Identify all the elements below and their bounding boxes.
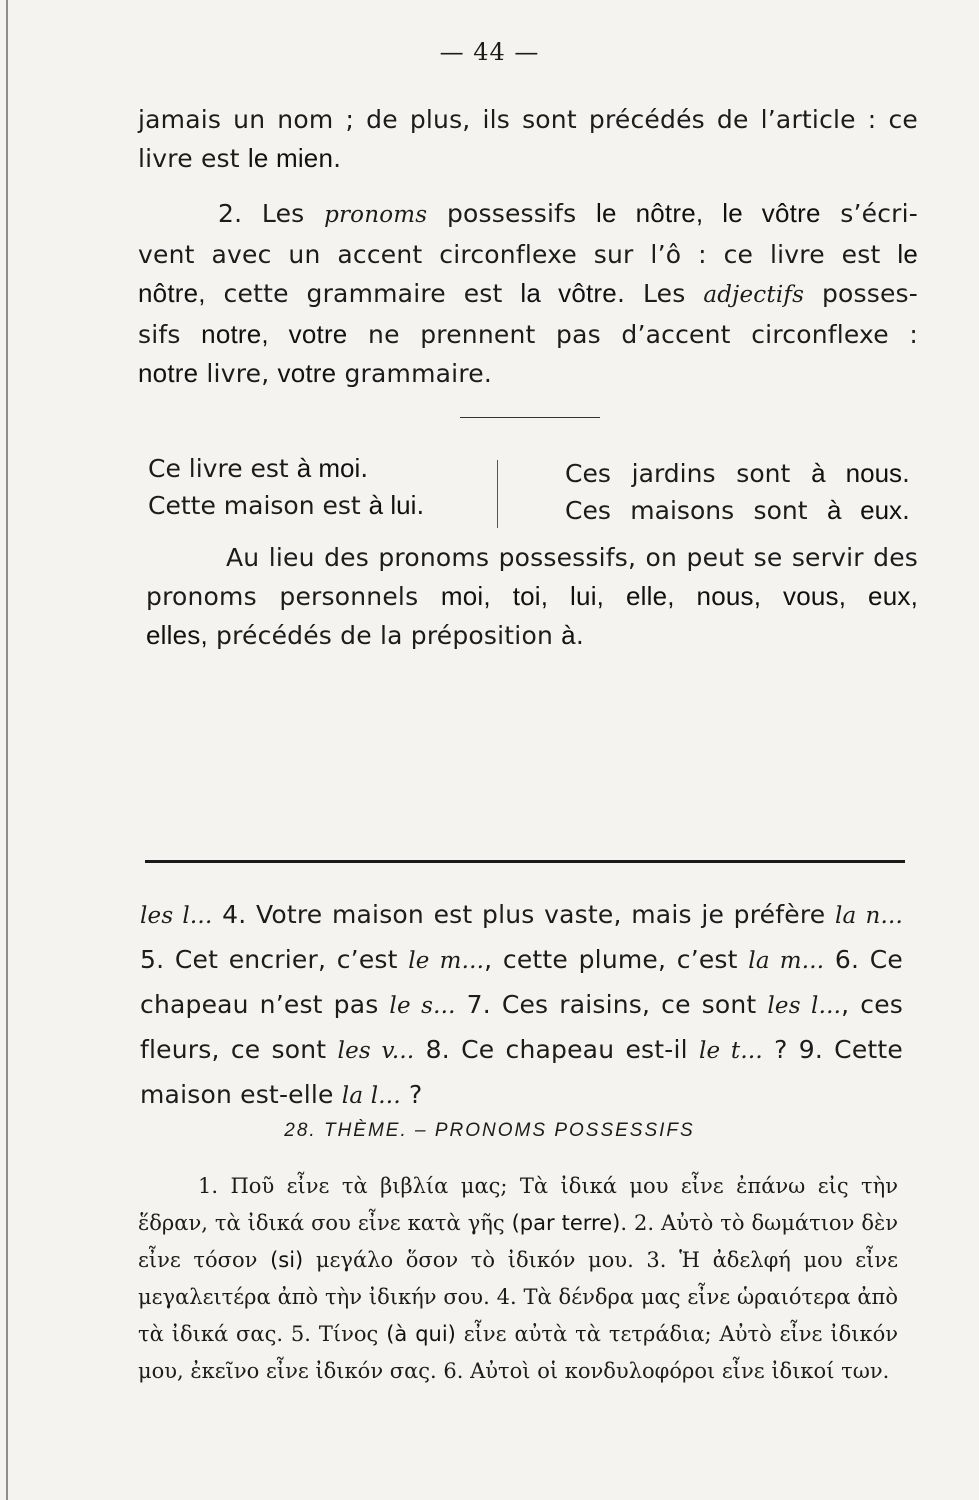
example-line: Ces maisons sont à eux.: [565, 495, 910, 525]
example-column-left: [148, 450, 424, 524]
text-line: nôtre, cette grammaire est la vôtre. Les adjectifs posses-: [138, 278, 918, 308]
text-line: chapeau n’est pas le s... 7. Ces raisins, ce sont les l..., ces: [140, 990, 903, 1019]
text-line: 5. Cet encrier, c’est le m..., cette plume, c’est la m... 6. Ce: [140, 945, 903, 974]
greek-paragraph: 1. Ποῦ εἶνε τὰ βιβλία μας; Τὰ ἰδικά μου εἶνε ἐπάνω εἰς τὴν ἕδραν, τὰ ἰδικά σου εἶνε κατὰ γῆς (par terre). 2. Αὐτὸ τὸ δωμάτιον δὲν εἶνε τόσον (si) μεγάλο ὅσον τὸ ἰδικόν μου. 3. Ἡ ἀδελφή μου εἶνε μεγαλειτέρα ἀπὸ τὴν ἰδικήν σου. 4. Τὰ δένδρα μας εἶνε ὡραιότερα ἀπὸ τὰ ἰδικά σας. 5. Τίνος (à qui) εἶνε αὐτὰ τὰ τετράδια; Αὐτὸ εἶνε ἰδικόν μου, ἐκεῖνο εἶνε ἰδικόν σας. 6. Αὐτοὶ οἱ κονδυλοφόροι εἶνε ἰδικοί των.: [138, 1174, 899, 1383]
greek-exercise: [138, 1168, 898, 1390]
text-line: livre est le mien.: [138, 143, 342, 173]
text-line: les l... 4. Votre maison est plus vaste, mais je préfère la n...: [140, 900, 903, 929]
example-line: Ces jardins sont à nous.: [565, 458, 910, 488]
paragraph-intro: [138, 100, 918, 178]
paragraph-rule-2: [138, 194, 918, 393]
exercise-text: [140, 893, 903, 1118]
example-line: Cette maison est à lui.: [148, 490, 425, 520]
column-separator: [497, 460, 498, 528]
text-line: notre livre, votre grammaire.: [138, 358, 492, 388]
text-line: sifs notre, votre ne prennent pas d’accent circonflexe :: [138, 319, 919, 349]
text-line: Au lieu des pronoms possessifs, on peut se servir des: [226, 543, 918, 572]
text-line: jamais un nom ; de plus, ils sont précédés de l’article : ce: [138, 105, 918, 134]
page-number: — 44 —: [439, 38, 540, 66]
text-line: elles, précédés de la préposition à.: [146, 620, 584, 650]
example-line: Ce livre est à moi.: [148, 453, 369, 483]
text-line: pronoms personnels moi, toi, lui, elle, nous, vous, eux,: [146, 581, 918, 611]
section-heading: 28. THÈME. – PRONOMS POSSESSIFS: [284, 1120, 695, 1141]
text-line: vent avec un accent circonflexe sur l’ô : ce livre est le: [138, 239, 918, 269]
paragraph-alternative: [146, 538, 918, 655]
section-divider: [460, 417, 600, 418]
text-line: maison est-elle la l... ?: [140, 1080, 423, 1109]
text-line: 2. Les pronoms possessifs le nôtre, le vôtre s’écri-: [218, 198, 919, 228]
example-column-right: [565, 455, 910, 529]
text-line: fleurs, ce sont les v... 8. Ce chapeau est-il le t... ? 9. Cette: [140, 1035, 904, 1064]
page-edge: [6, 0, 8, 1500]
page-section-rule: [145, 860, 905, 863]
